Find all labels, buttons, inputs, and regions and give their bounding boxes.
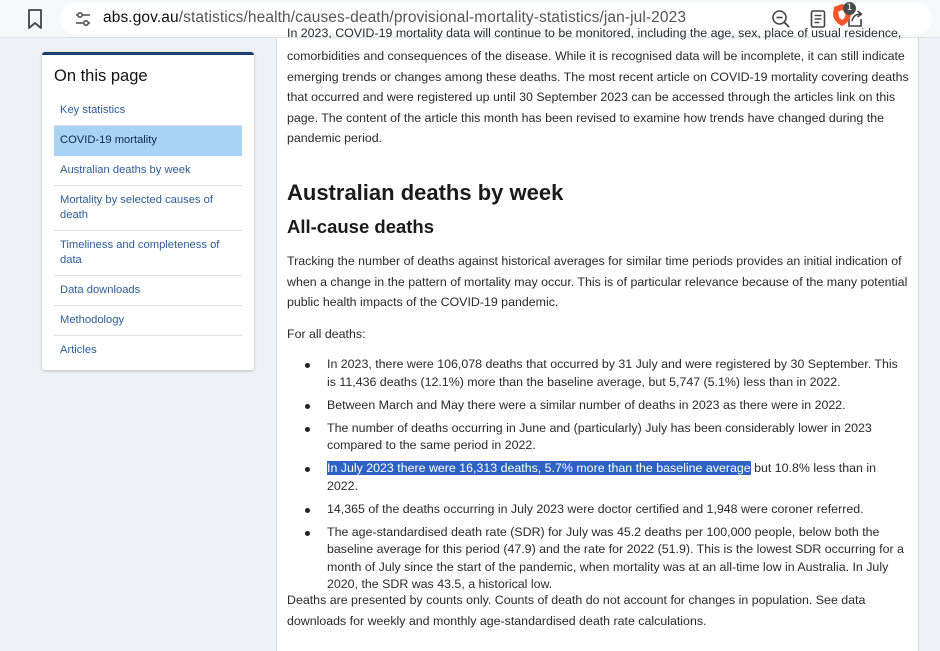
site-settings-icon[interactable] (74, 10, 92, 28)
cut-paragraph-line: In 2023, COVID-19 mortality data will continue to be monitored, including the age, sex, place of usual residence, (287, 26, 902, 40)
toc-link-covid-19-mortality[interactable]: COVID-19 mortality (54, 126, 242, 156)
toc-link-methodology[interactable]: Methodology (54, 306, 242, 336)
toc-link-data-downloads[interactable]: Data downloads (54, 276, 242, 306)
list-item: The number of deaths occurring in June and (particularly) July has been considerably lower in 2023 compared to the same period in 2022. (327, 420, 907, 455)
subsection-heading: All-cause deaths (287, 216, 435, 237)
tracking-paragraph: Tracking the number of deaths against historical averages for similar time periods provides an initial indication of when a change in the pattern of mortality may occur. This is of particular relevance because of the many potential public health impacts of the COVID-19 pandemic. (287, 254, 908, 309)
toc-link-timeliness[interactable]: Timeliness and completeness of data (54, 231, 242, 276)
closing-paragraph: Deaths are presented by counts only. Counts of death do not account for changes in population. See data downloads for weekly and monthly age-standardised death rate calculations. (287, 593, 866, 628)
list-item: The age-standardised death rate (SDR) for July was 45.2 deaths per 100,000 people, below both the baseline average for this period (47.9) and the rate for 2022 (51.9). This is the lowest SDR occurring for a month of July since the start of the pandemic, when mortality was at an all-time low in Australia. In July 2020, the SDR was 43.5, a historical low. (327, 524, 907, 594)
list-item-highlighted (327, 460, 907, 495)
covid-intro-paragraph: comorbidities and consequences of the disease. While it is recognised data will be incomplete, it can still indicate emerging trends or changes among these deaths. The most recent article on COVID-19 mortality covering deaths that occurred and were registered up until 30 September 2023 can be accessed through the articles link on this page. The content of the article this month has been revised to examine how trends have changed during the pandemic period. (287, 49, 909, 145)
list-item: In 2023, there were 106,078 deaths that occurred by 31 July and were registered by 30 September. This is 11,436 deaths (12.1%) more than the baseline average, but 5,747 (5.1%) less than in 2022. (327, 356, 907, 391)
brave-shield-count: 1 (843, 2, 856, 15)
toc-link-key-statistics[interactable]: Key statistics (54, 96, 242, 126)
toc-link-mortality-by-cause[interactable]: Mortality by selected causes of death (54, 186, 242, 231)
toc-link-australian-deaths-by-week[interactable]: Australian deaths by week (54, 156, 242, 186)
bookmark-icon[interactable] (26, 8, 44, 30)
deaths-bullet-list (327, 356, 907, 599)
selected-text[interactable]: In July 2023 there were 16,313 deaths, 5.7% more than the baseline average (327, 461, 751, 475)
list-item: 14,365 of the deaths occurring in July 2023 were doctor certified and 1,948 were coroner referred. (327, 501, 907, 519)
clipped-line (287, 26, 910, 44)
for-all-deaths-label: For all deaths: (287, 327, 366, 341)
section-heading: Australian deaths by week (287, 180, 564, 205)
on-this-page-nav (42, 52, 254, 370)
article-content (276, 26, 919, 651)
list-item: Between March and May there were a similar number of deaths in 2023 as there were in 2022. (327, 397, 907, 415)
url-host: abs.gov.au (103, 9, 179, 26)
on-this-page-heading: On this page (54, 67, 148, 85)
url-path: /statistics/health/causes-death/provisional-mortality-statistics/jan-jul-2023 (178, 9, 687, 26)
toc-link-articles[interactable]: Articles (60, 344, 97, 356)
list-item-rest: but 10.8% less than in 2022. (327, 461, 877, 493)
